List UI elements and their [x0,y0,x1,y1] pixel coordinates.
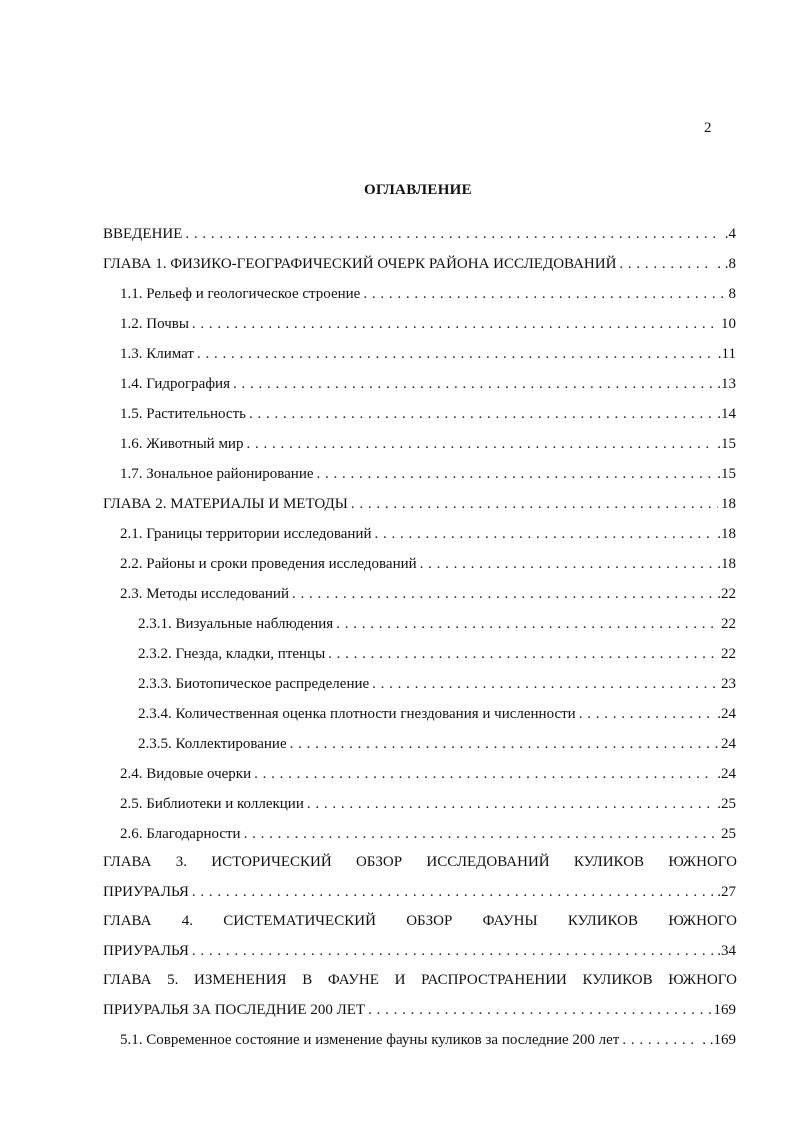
toc-entry-1-7[interactable] [120,464,736,484]
leader-dots [192,882,714,902]
toc-entry-label: 1.4. Гидрография [120,376,230,392]
word: ЮЖНОГО [668,854,737,870]
toc-entry-page: . .169 [702,1032,736,1048]
toc-entry-1-6[interactable] [120,434,736,454]
toc-entry-1-5[interactable] [120,404,736,424]
toc-entry-chapter-5-line2[interactable] [103,1000,736,1020]
leader-dots [368,1000,710,1020]
word: ЮЖНОГО [668,913,737,929]
toc-entry-page: 10 [721,316,736,332]
toc-entry-chapter-3-line1[interactable] [103,852,737,872]
word: 5. [167,972,179,988]
toc-entry-chapter-3-line2[interactable] [103,882,736,902]
word: ИСТОРИЧЕСКИЙ [211,854,332,870]
toc-entry-label: 2.5. Библиотеки и коллекции [120,796,304,812]
word: 3. [175,854,187,870]
leader-dots [233,374,714,394]
leader-dots [317,464,715,484]
toc-entry-label: 2.3. Методы исследований [120,586,289,602]
word: ФАУНЫ [482,913,538,929]
toc-entry-label: 5.1. Современное состояние и изменение фауны куликов за последние 200 лет [120,1032,620,1048]
word: ГЛАВА [103,972,152,988]
toc-entry-label: 2.4. Видовые очерки [120,766,252,782]
leader-dots [192,314,718,334]
toc-entry-chapter-4-line2[interactable] [103,941,736,961]
toc-entry-page: 24 [721,736,736,752]
toc-entry-label: 2.3.5. Коллектирование [138,736,287,752]
leader-dots [197,344,715,364]
word: КУЛИКОВ [582,972,653,988]
word: ГЛАВА [103,854,152,870]
toc-entry-page: 22 [721,616,736,632]
word: ГЛАВА [103,913,152,929]
toc-entry-chapter-2[interactable] [103,494,736,514]
toc-entry-label: 1.2. Почвы [120,316,189,332]
word: ОБЗОР [355,854,403,870]
leader-dots [619,254,714,274]
toc-entry-page: .27 [717,884,736,900]
toc-entry-1-1[interactable] [120,284,736,304]
toc-entry-label: 1.1. Рельеф и геологическое строение [120,286,361,302]
toc-entry-2-3[interactable] [120,584,736,604]
toc-entry-page: .24 [717,766,736,782]
leader-dots [328,644,718,664]
toc-entry-page: .18 [717,556,736,572]
leader-dots [290,734,718,754]
word: КУЛИКОВ [573,854,645,870]
toc-entry-label: ГЛАВА 1. ФИЗИКО-ГЕОГРАФИЧЕСКИЙ ОЧЕРК РАЙОНА ИССЛЕДОВАНИЙ [103,256,617,272]
toc-entry-label: ПРИУРАЛЬЯ [103,943,189,959]
toc-entry-2-3-1[interactable] [138,614,736,634]
toc-entry-page: .18 [717,526,736,542]
toc-entry-page: .22 [717,586,736,602]
toc-entry-1-2[interactable] [120,314,736,334]
toc-entry-page: 22 [721,646,736,662]
leader-dots [246,434,714,454]
toc-title: ОГЛАВЛЕНИЕ [364,182,472,198]
toc-entry-page: 18 [721,496,736,512]
toc-entry-2-2[interactable] [120,554,736,574]
toc-entry-label: 1.5. Растительность [120,406,246,422]
toc-entry-1-4[interactable] [120,374,736,394]
toc-entry-page: 169 [713,1002,736,1018]
leader-dots [351,494,718,514]
toc-entry-2-4[interactable] [120,764,736,784]
toc-entry-label: 2.3.1. Визуальные наблюдения [138,616,334,632]
toc-entry-label: 1.3. Климат [120,346,194,362]
toc-entry-2-3-5[interactable] [138,734,736,754]
word: КУЛИКОВ [567,913,639,929]
toc-entry-label: ПРИУРАЛЬЯ [103,884,189,900]
toc-entry-page: .14 [717,406,736,422]
word: ИЗМЕНЕНИЯ [194,972,287,988]
toc-entry-label: 2.3.2. Гнезда, кладки, птенцы [138,646,326,662]
toc-entry-label: 2.1. Границы территории исследований [120,526,372,542]
toc-entry-label: ВВЕДЕНИЕ [103,226,183,242]
leader-dots [254,764,714,784]
toc-entry-1-3[interactable] [120,344,736,364]
word: ОБЗОР [406,913,453,929]
toc-entry-chapter-5-line1[interactable] [103,970,737,990]
leader-dots [420,554,715,574]
leader-dots [307,794,714,814]
toc-entry-chapter-1[interactable] [103,254,736,274]
toc-entry-label: 2.3.4. Количественная оценка плотности гнездования и численности [138,706,576,722]
toc-entry-page: .24 [717,706,736,722]
leader-dots [579,704,715,724]
word: РАСПРОСТРАНЕНИИ [421,972,567,988]
toc-entry-2-1[interactable] [120,524,736,544]
toc-entry-2-6[interactable] [120,824,736,844]
toc-entry-label: 2.6. Благодарности [120,826,241,842]
word: ИССЛЕДОВАНИЙ [426,854,550,870]
word: ФАУНЕ [327,972,379,988]
leader-dots [363,284,725,304]
toc-entry-label: 2.3.3. Биотопическое распределение [138,676,370,692]
toc-entry-page: 25 [721,826,736,842]
toc-entry-page: .11 [717,346,736,362]
word: СИСТЕМАТИЧЕСКИЙ [223,913,376,929]
leader-dots [244,824,718,844]
leader-dots [336,614,718,634]
toc-entry-label: 2.2. Районы и сроки проведения исследований [120,556,417,572]
toc-entry-chapter-4-line1[interactable] [103,911,737,931]
toc-entry-page: 23 [721,676,736,692]
toc-entry-page: .15 [717,436,736,452]
toc-entry-page: .13 [717,376,736,392]
toc-entry-page: .15 [717,466,736,482]
word: ЮЖНОГО [668,972,737,988]
leader-dots [372,674,718,694]
toc-entry-label: ГЛАВА 2. МАТЕРИАЛЫ И МЕТОДЫ [103,496,348,512]
toc-entry-page: .25 [717,796,736,812]
toc-entry-2-3-2[interactable] [138,644,736,664]
leader-dots [185,224,721,244]
toc-entry-label: 1.7. Зональное районирование [120,466,314,482]
toc-entry-page: .34 [717,943,736,959]
toc-entry-2-3-3[interactable] [138,674,736,694]
toc-entry-page: 8 [728,286,736,302]
leader-dots [249,404,714,424]
leader-dots [192,941,714,961]
toc-entry-page: . .8 [717,256,736,272]
toc-entry-2-3-4[interactable] [138,704,736,724]
page-number: 2 [704,120,712,136]
leader-dots [622,1030,699,1050]
toc-entry-2-5[interactable] [120,794,736,814]
leader-dots [375,524,715,544]
word: В [302,972,313,988]
toc-entry-label: 1.6. Животный мир [120,436,244,452]
toc-entry-label: ПРИУРАЛЬЯ ЗА ПОСЛЕДНИЕ 200 ЛЕТ [103,1002,366,1018]
word: 4. [181,913,193,929]
toc-entry-introduction[interactable] [103,224,736,244]
toc-entry-page: .4 [724,226,736,242]
leader-dots [292,584,714,604]
toc-entry-5-1[interactable] [120,1030,736,1050]
word: И [394,972,406,988]
